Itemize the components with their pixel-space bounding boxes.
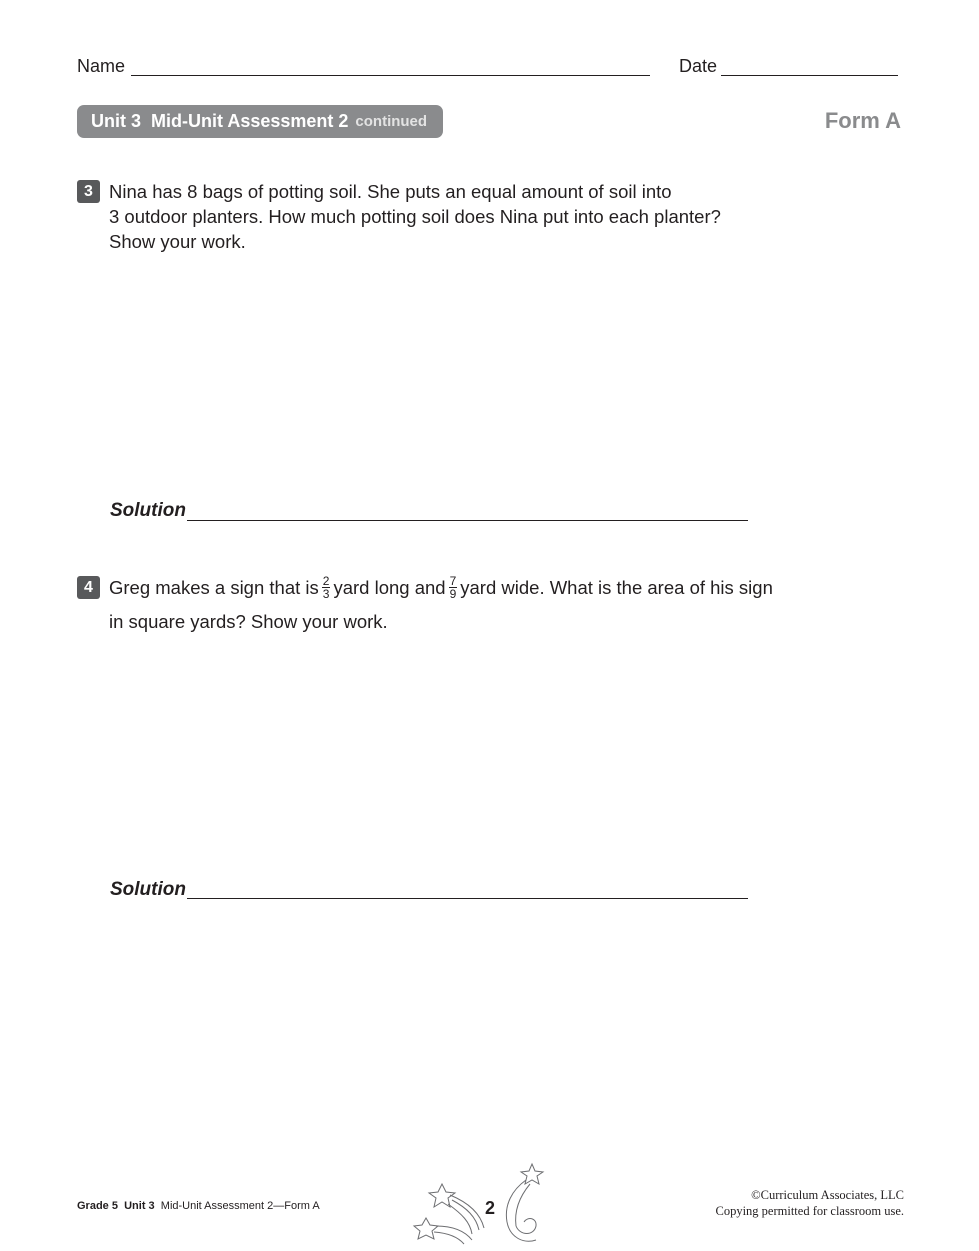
question-4-text (109, 571, 809, 639)
question-3-line: Nina has 8 bags of potting soil. She puts an equal amount of soil into (109, 181, 672, 202)
continued-label: continued (355, 113, 428, 130)
footer-assessment: Mid-Unit Assessment 2—Form A (160, 1200, 320, 1212)
fraction-numerator: 7 (449, 573, 457, 588)
question-3-solution-field[interactable] (187, 520, 748, 521)
question-3-line: 3 outdoor planters. How much potting soil does Nina put into each planter? (109, 206, 721, 227)
question-3-line: Show your work. (109, 231, 246, 252)
unit-banner (77, 105, 443, 138)
shooting-stars-icon (412, 1160, 552, 1250)
question-3-number: 3 (77, 180, 100, 203)
date-field[interactable] (721, 75, 898, 76)
fraction-denominator: 9 (449, 586, 457, 601)
question-4-solution-label: Solution (110, 879, 186, 900)
form-label: Form A (824, 108, 901, 133)
assessment-title: Mid-Unit Assessment 2 (151, 111, 349, 131)
question-4-line: in square yards? Show your work. (109, 611, 388, 632)
question-4-solution-field[interactable] (187, 898, 748, 899)
fraction-two-thirds (322, 575, 331, 600)
footer-grade: Grade 5 (77, 1200, 118, 1212)
question-3-text (109, 179, 809, 254)
question-4-text-part: yard long and (333, 577, 446, 598)
copyright-line: ©Curriculum Associates, LLC (751, 1188, 904, 1202)
question-4-text-part: Greg makes a sign that is (109, 577, 319, 598)
date-label: Date (679, 56, 718, 76)
fraction-numerator: 2 (322, 573, 330, 588)
name-field[interactable] (131, 75, 650, 76)
footer-unit: Unit 3 (124, 1200, 155, 1212)
question-4-text-part: yard wide. What is the area of his sign (460, 577, 773, 598)
footer-info (77, 1200, 320, 1212)
name-label: Name (77, 56, 126, 76)
question-3-solution-label: Solution (110, 500, 186, 521)
copyright-notice (715, 1187, 904, 1219)
permission-line: Copying permitted for classroom use. (715, 1204, 904, 1218)
unit-label: Unit 3 (91, 111, 142, 131)
page-number: 2 (485, 1198, 496, 1218)
fraction-seven-ninths (449, 575, 458, 600)
question-4-number: 4 (77, 576, 100, 599)
fraction-denominator: 3 (322, 586, 330, 601)
